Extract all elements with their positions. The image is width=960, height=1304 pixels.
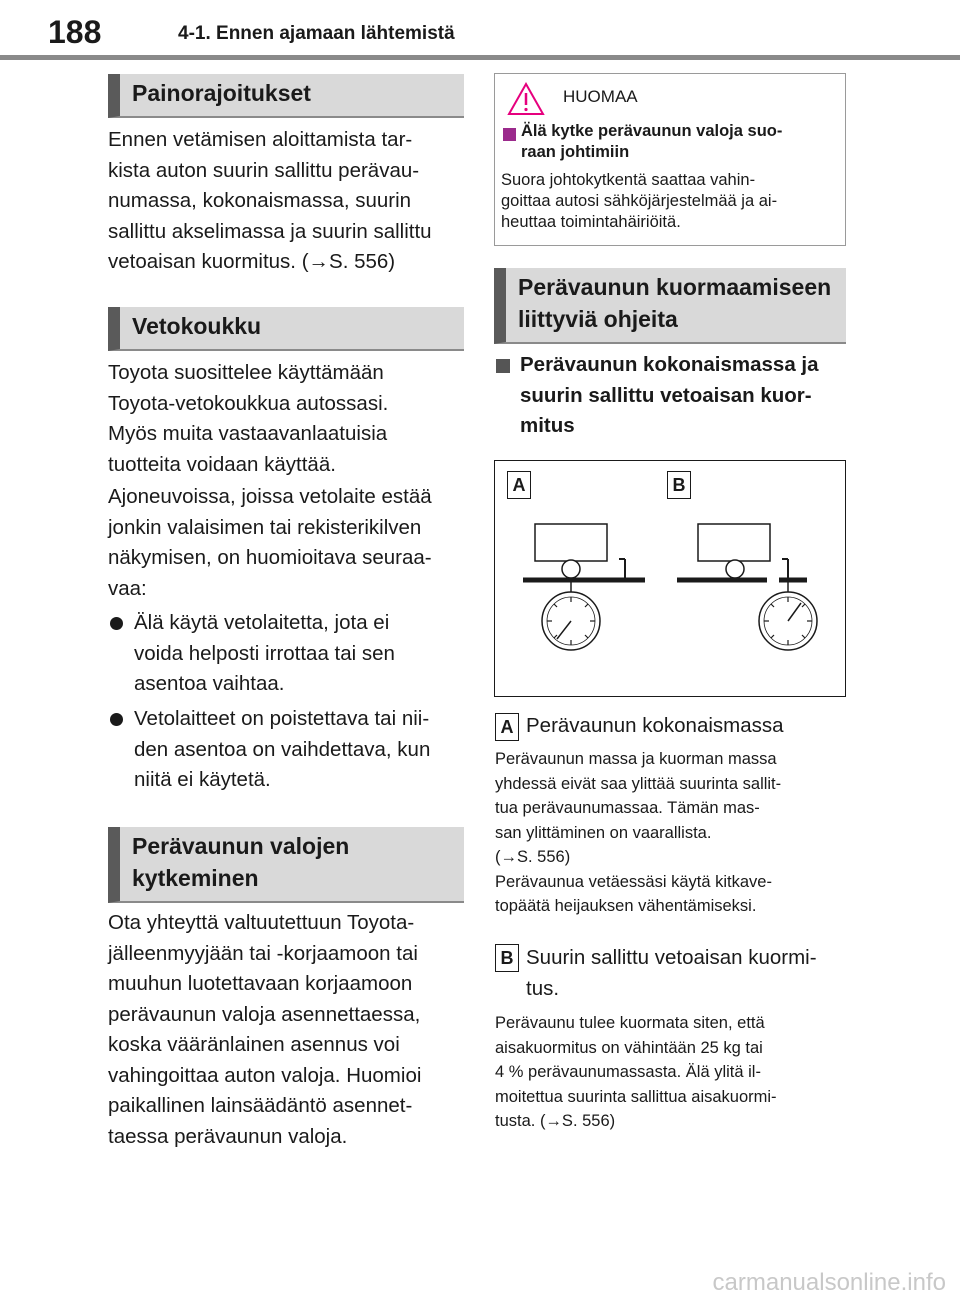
text-line: Suora johtokytkentä saattaa vahin- [501, 171, 756, 189]
warning-triangle-icon [507, 82, 545, 116]
text-line: vaa: [108, 576, 147, 600]
def-label-a: A [495, 713, 519, 741]
def-a-body [495, 747, 850, 919]
text-line: vahingoittaa auton valoja. Huomioi [108, 1063, 422, 1087]
bullet-item [110, 704, 470, 799]
notice-heading [521, 121, 841, 163]
painorajoitukset-paragraph [108, 125, 468, 278]
text-line: heuttaa toimintahäiriöitä. [501, 213, 681, 231]
trailer-scales-illustration [495, 461, 845, 696]
def-label-b: B [495, 944, 519, 972]
bullet-text [134, 608, 395, 700]
text-line: Ajoneuvoissa, joissa vetolaite estää [108, 485, 432, 508]
text-line: Älä kytke perävaunun valoja suo- [521, 122, 783, 140]
text-line: Myös muita vastaavanlaatuisia [108, 422, 388, 445]
text-line: yhdessä eivät saa ylittää suurinta sallit- [495, 774, 782, 793]
heading-line: kytkeminen [132, 865, 259, 891]
trailer-a-body [535, 524, 607, 561]
watermark: carmanualsonline.info [712, 1269, 946, 1296]
text-line: tus. [526, 976, 560, 1000]
bullet-item [110, 608, 470, 703]
text-line: muuhun luotettavaan korjaamoon [108, 972, 413, 995]
text-line: moitettua suurinta sallittua aisakuormi- [495, 1087, 777, 1106]
subsection-heading [520, 350, 850, 442]
text-line: asentoa vaihtaa. [134, 672, 285, 695]
text-line: Vetolaitteet on poistettava tai nii- [134, 707, 430, 730]
bullet-dot-icon [110, 713, 123, 726]
text-line: Perävaunu tulee kuormata siten, että [495, 1014, 765, 1032]
text-line: tua perävaunumassaa. Tämän mas- [495, 799, 760, 817]
page-number: 188 [48, 14, 102, 50]
text-line: kista auton suurin sallittu perävau- [108, 158, 420, 182]
text-line: näkymisen, on huomioitava seuraa- [108, 546, 432, 569]
vetokoukku-paragraph-2 [108, 482, 468, 604]
text-line: den asentoa on vaihdettava, kun [134, 737, 431, 761]
text-line: vetoaisan kuormitus. (→S. 556) [108, 250, 396, 273]
def-b-title [526, 943, 851, 1004]
text-line: voida helposti irrottaa tai sen [134, 641, 395, 665]
heading-line: Perävaunun valojen [132, 833, 350, 859]
text-line: niitä ei käytetä. [134, 768, 271, 791]
text-line: sallittu akselimassa ja suurin sallittu [108, 219, 432, 243]
text-line: mitus [520, 414, 575, 437]
figure-trailer-diagram [494, 460, 846, 697]
section-heading-painorajoitukset: Painorajoitukset [108, 74, 464, 118]
text-line: Perävaunua vetäessäsi käytä kitkave- [495, 872, 772, 891]
text-line: 4 % perävaunumassasta. Älä ylitä il- [495, 1063, 761, 1081]
text-line: Ennen vetämisen aloittamista tar- [108, 128, 413, 151]
figure-label-a: A [507, 471, 531, 499]
text-line: numassa, kokonaismassa, suurin [108, 189, 412, 212]
text-line: topäätä heijauksen vähentämiseksi. [495, 897, 757, 915]
text-line: Perävaunun kokonaismassa ja [520, 353, 819, 376]
section-heading-valojen-kytkeminen [108, 827, 464, 903]
trailer-a-wheel [562, 560, 580, 578]
valot-paragraph [108, 908, 468, 1152]
text-line: taessa perävaunun valoja. [108, 1124, 348, 1148]
text-line: Älä käytä vetolaitetta, jota ei [134, 611, 390, 634]
vetokoukku-paragraph-1 [108, 358, 468, 480]
text-line: paikallinen lainsäädäntö asennet- [108, 1094, 413, 1117]
text-line: (→S. 556) [495, 848, 571, 866]
trailer-b-wheel [726, 560, 744, 578]
text-line: perävaunun valoja asennettaessa, [108, 1002, 421, 1026]
section-heading-ohjeita [494, 268, 846, 344]
def-a-title: Perävaunun kokonaismassa [526, 714, 784, 737]
text-line: san ylittäminen on vaarallista. [495, 823, 712, 842]
def-b-body [495, 1011, 850, 1134]
text-line: tuotteita voidaan käyttää. [108, 452, 336, 476]
text-line: Ota yhteyttä valtuutettuun Toyota- [108, 911, 415, 934]
figure-label-b: B [667, 471, 691, 499]
heading-line: Perävaunun kuormaamiseen [518, 274, 832, 300]
text-line: Perävaunun massa ja kuorman massa [495, 750, 777, 768]
notice-label: HUOMAA [563, 87, 638, 106]
text-line: raan johtimiin [521, 143, 630, 161]
bullet-dot-icon [110, 617, 123, 630]
text-line: jonkin valaisimen tai rekisterikilven [108, 515, 422, 539]
square-bullet-icon [496, 359, 510, 373]
text-line: tusta. (→S. 556) [495, 1112, 616, 1130]
text-line: Suurin sallittu vetoaisan kuormi- [526, 946, 817, 969]
text-line: Toyota-vetokoukkua autossasi. [108, 391, 389, 415]
text-line: goittaa autosi sähköjärjestelmää ja ai- [501, 192, 778, 210]
chapter-title: 4-1. Ennen ajamaan lähtemistä [178, 23, 455, 44]
text-line: aisakuormitus on vähintään 25 kg tai [495, 1038, 763, 1057]
square-bullet-icon [503, 128, 516, 141]
text-line: koska vääränlainen asennus voi [108, 1033, 400, 1056]
text-line: suurin sallittu vetoaisan kuor- [520, 383, 812, 407]
text-line: Toyota suosittelee käyttämään [108, 361, 384, 384]
heading-line: liittyviä ohjeita [518, 306, 678, 332]
notice-body [501, 170, 845, 233]
text-line: jälleenmyyjään tai -korjaamoon tai [108, 941, 418, 965]
notice-box [494, 73, 846, 246]
header-divider [0, 55, 960, 60]
bullet-text [134, 704, 430, 796]
section-heading-vetokoukku: Vetokoukku [108, 307, 464, 351]
trailer-b-body [698, 524, 770, 561]
